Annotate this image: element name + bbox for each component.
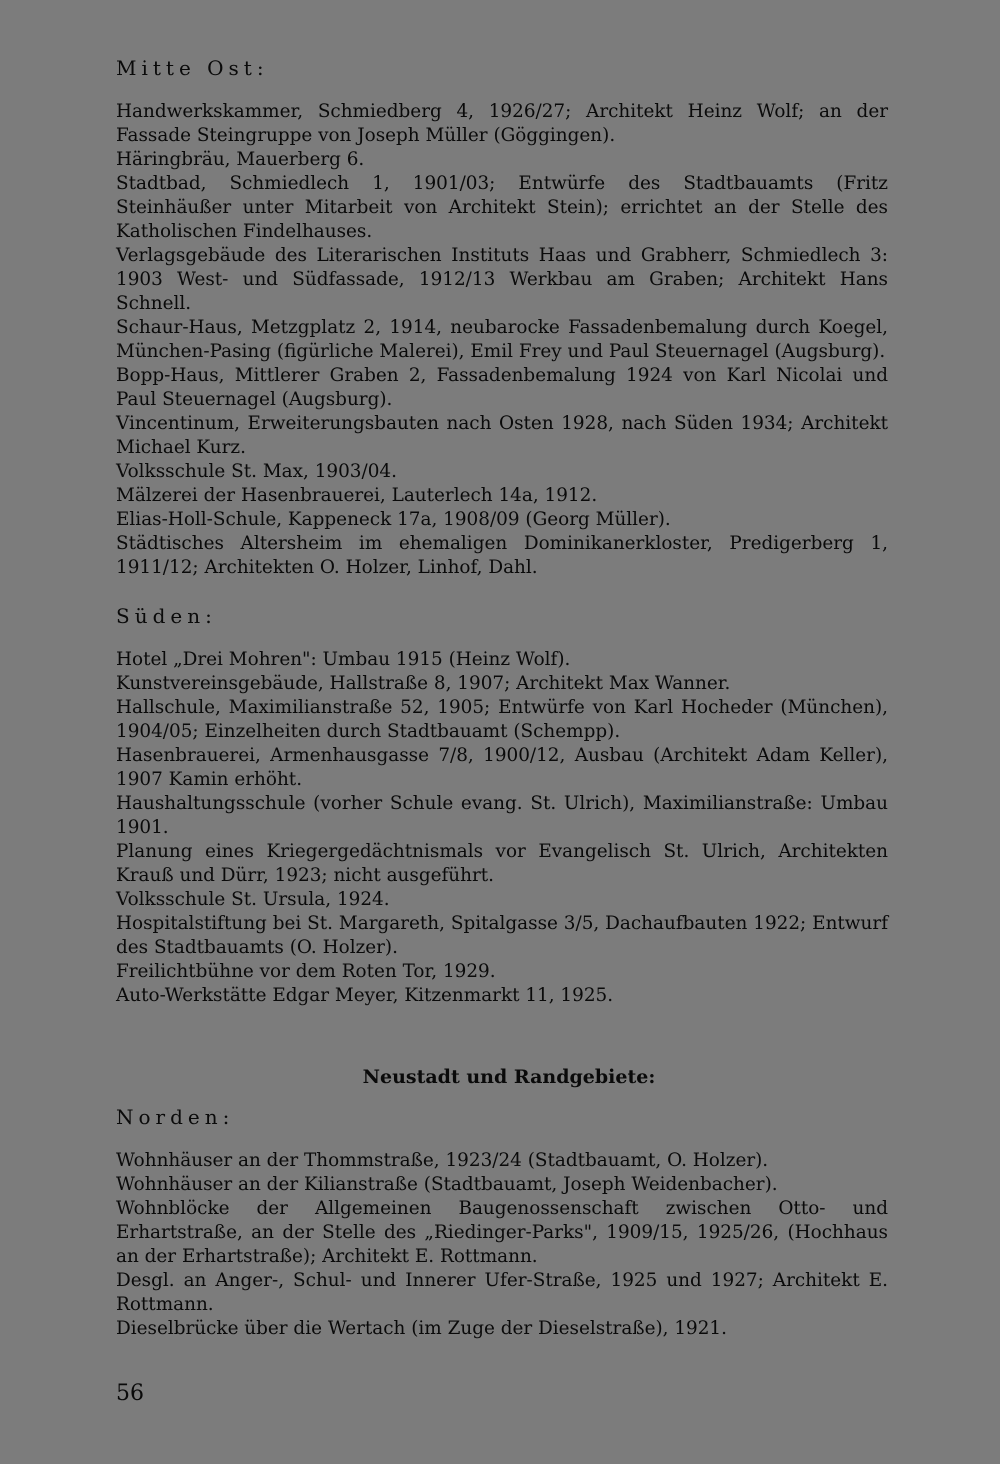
list-item: Haushaltungsschule (vorher Schule evang. St. Ulrich), Maximilianstraße: Umbau 1901. bbox=[116, 793, 888, 838]
list-item: Volksschule St. Ursula, 1924. bbox=[116, 889, 390, 910]
list-item: Wohnhäuser an der Thommstraße, 1923/24 (Stadtbauamt, O. Holzer). bbox=[116, 1150, 769, 1171]
entry-list-sueden bbox=[116, 648, 888, 1008]
list-item: Kunstvereinsgebäude, Hallstraße 8, 1907; Architekt Max Wanner. bbox=[116, 673, 731, 694]
list-item: Hospitalstiftung bei St. Margareth, Spitalgasse 3/5, Dachaufbauten 1922; Entwurf des Stadtbauamts (O. Holzer). bbox=[116, 913, 888, 958]
section-heading-neustadt: Neustadt und Randgebiete: bbox=[362, 1066, 656, 1088]
entry-list-norden bbox=[116, 1149, 888, 1341]
list-item: Wohnhäuser an der Kilianstraße (Stadtbauamt, Joseph Weidenbacher). bbox=[116, 1174, 778, 1195]
list-item: Elias-Holl-Schule, Kappeneck 17a, 1908/09 (Georg Müller). bbox=[116, 509, 671, 530]
list-item: Volksschule St. Max, 1903/04. bbox=[116, 461, 397, 482]
list-item: Dieselbrücke über die Wertach (im Zuge der Dieselstraße), 1921. bbox=[116, 1318, 727, 1339]
list-item: Hotel „Drei Mohren": Umbau 1915 (Heinz Wolf). bbox=[116, 649, 571, 670]
list-item: Stadtbad, Schmiedlech 1, 1901/03; Entwürfe des Stadtbauamts (Fritz Steinhäußer unter Mitarbeit von Architekt Stein); errichtet an der Stelle des Katholischen Findelhauses. bbox=[116, 173, 888, 242]
list-item: Wohnblöcke der Allgemeinen Baugenossenschaft zwischen Otto- und Erhartstraße, an der Stelle des „Riedinger-Parks", 1909/15, 1925/26, (Hochhaus an der Erhartstraße); Architekt E. Rottmann. bbox=[116, 1198, 888, 1267]
list-item: Desgl. an Anger-, Schul- und Innerer Ufer-Straße, 1925 und 1927; Architekt E. Rottmann. bbox=[116, 1270, 888, 1315]
entry-list-mitte-ost bbox=[116, 100, 888, 580]
section-label-mitte-ost: Mitte Ost: bbox=[116, 56, 269, 80]
list-item: Schaur-Haus, Metzgplatz 2, 1914, neubarocke Fassadenbemalung durch Koegel, München-Pasing (figürliche Malerei), Emil Frey und Paul Steuernagel (Augsburg). bbox=[116, 317, 888, 362]
list-item: Verlagsgebäude des Literarischen Instituts Haas und Grabherr, Schmiedlech 3: 1903 West- und Südfassade, 1912/13 Werkbau am Graben; Architekt Hans Schnell. bbox=[116, 245, 888, 314]
list-item: Auto-Werkstätte Edgar Meyer, Kitzenmarkt 11, 1925. bbox=[116, 985, 614, 1006]
list-item: Städtisches Altersheim im ehemaligen Dominikanerkloster, Predigerberg 1, 1911/12; Architekten O. Holzer, Linhof, Dahl. bbox=[116, 533, 888, 578]
list-item: Hasenbrauerei, Armenhausgasse 7/8, 1900/12, Ausbau (Architekt Adam Keller), 1907 Kamin erhöht. bbox=[116, 745, 888, 790]
section-label-norden: Norden: bbox=[116, 1105, 235, 1129]
list-item: Freilichtbühne vor dem Roten Tor, 1929. bbox=[116, 961, 496, 982]
list-item: Mälzerei der Hasenbrauerei, Lauterlech 14a, 1912. bbox=[116, 485, 598, 506]
document-page bbox=[116, 56, 888, 1341]
section-label-sueden: Süden: bbox=[116, 604, 217, 628]
list-item: Bopp-Haus, Mittlerer Graben 2, Fassadenbemalung 1924 von Karl Nicolai und Paul Steuernagel (Augsburg). bbox=[116, 365, 888, 410]
list-item: Handwerkskammer, Schmiedberg 4, 1926/27; Architekt Heinz Wolf; an der Fassade Steingruppe von Joseph Müller (Göggingen). bbox=[116, 101, 888, 146]
list-item: Häringbräu, Mauerberg 6. bbox=[116, 149, 365, 170]
page-number: 56 bbox=[116, 1381, 144, 1406]
list-item: Vincentinum, Erweiterungsbauten nach Osten 1928, nach Süden 1934; Architekt Michael Kurz. bbox=[116, 413, 888, 458]
list-item: Hallschule, Maximilianstraße 52, 1905; Entwürfe von Karl Hocheder (München), 1904/05; Einzelheiten durch Stadtbauamt (Schempp). bbox=[116, 697, 888, 742]
list-item: Planung eines Kriegergedächtnismals vor Evangelisch St. Ulrich, Architekten Krauß und Dürr, 1923; nicht ausgeführt. bbox=[116, 841, 888, 886]
